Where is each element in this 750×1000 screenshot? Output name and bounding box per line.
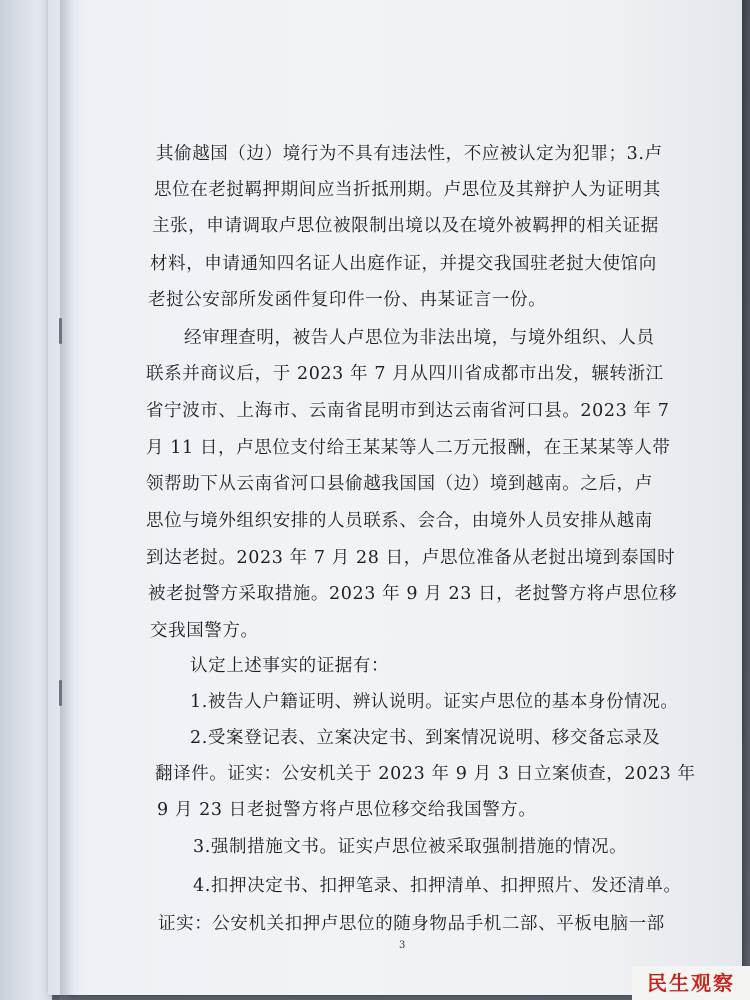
text-line: 老挝公安部所发函件复印件一份、冉某证言一份。	[148, 290, 547, 310]
text-line: 主张，申请调取卢思位被限制出境以及在境外被羁押的相关证据	[152, 216, 659, 236]
text-line: 3.强制措施文书。证实卢思位被采取强制措施的情况。	[193, 837, 628, 857]
text-line: 省宁波市、上海市、云南省昆明市到达云南省河口县。2023 年 7	[146, 401, 670, 421]
text-line: 材料，申请通知四名证人出庭作证，并提交我国驻老挝大使馆向	[150, 254, 657, 274]
text-line: 证实：公安机关扣押卢思位的随身物品手机二部、平板电脑一部	[158, 914, 665, 934]
page-number: 3	[399, 940, 406, 951]
text-line: 思位在老挝羁押期间应当折抵刑期。卢思位及其辩护人为证明其	[154, 180, 661, 200]
text-line: 其偷越国（边）境行为不具有违法性，不应被认定为犯罪；3.卢	[156, 144, 663, 164]
text-line: 到达老挝。2023 年 7 月 28 日，卢思位准备从老挝出境到泰国时	[146, 548, 676, 568]
text-line: 经审理查明，被告人卢思位为非法出境，与境外组织、人员	[184, 328, 655, 348]
text-line: 1.被告人户籍证明、辨认说明。证实卢思位的基本身份情况。	[190, 692, 679, 712]
text-line: 9 月 23 日老挝警方将卢思位移交给我国警方。	[157, 800, 537, 820]
text-line: 被老挝警方采取措施。2023 年 9 月 23 日，老挝警方将卢思位移	[148, 584, 678, 604]
text-line: 领帮助下从云南省河口县偷越我国国（边）境到越南。之后，卢	[146, 474, 653, 494]
text-line: 2.受案登记表、立案决定书、到案情况说明、移交备忘录及	[190, 728, 661, 748]
text-line: 翻译件。证实：公安机关于 2023 年 9 月 3 日立案侦查，2023 年	[155, 764, 696, 784]
text-line: 4.扣押决定书、扣押笔录、扣押清单、扣押照片、发还清单。	[193, 876, 682, 896]
watermark-logo: 民生观察	[632, 966, 750, 1000]
text-line: 交我国警方。	[150, 621, 259, 641]
text-line: 思位与境外组织安排的人员联系、会合，由境外人员安排从越南	[146, 511, 653, 531]
text-line: 联系并商议后，于 2023 年 7 月从四川省成都市出发，辗转浙江	[146, 364, 664, 384]
text-line: 认定上述事实的证据有：	[190, 656, 390, 676]
text-line: 月 11 日，卢思位支付给王某某等人二万元报酬，在王某某等人带	[146, 438, 671, 458]
